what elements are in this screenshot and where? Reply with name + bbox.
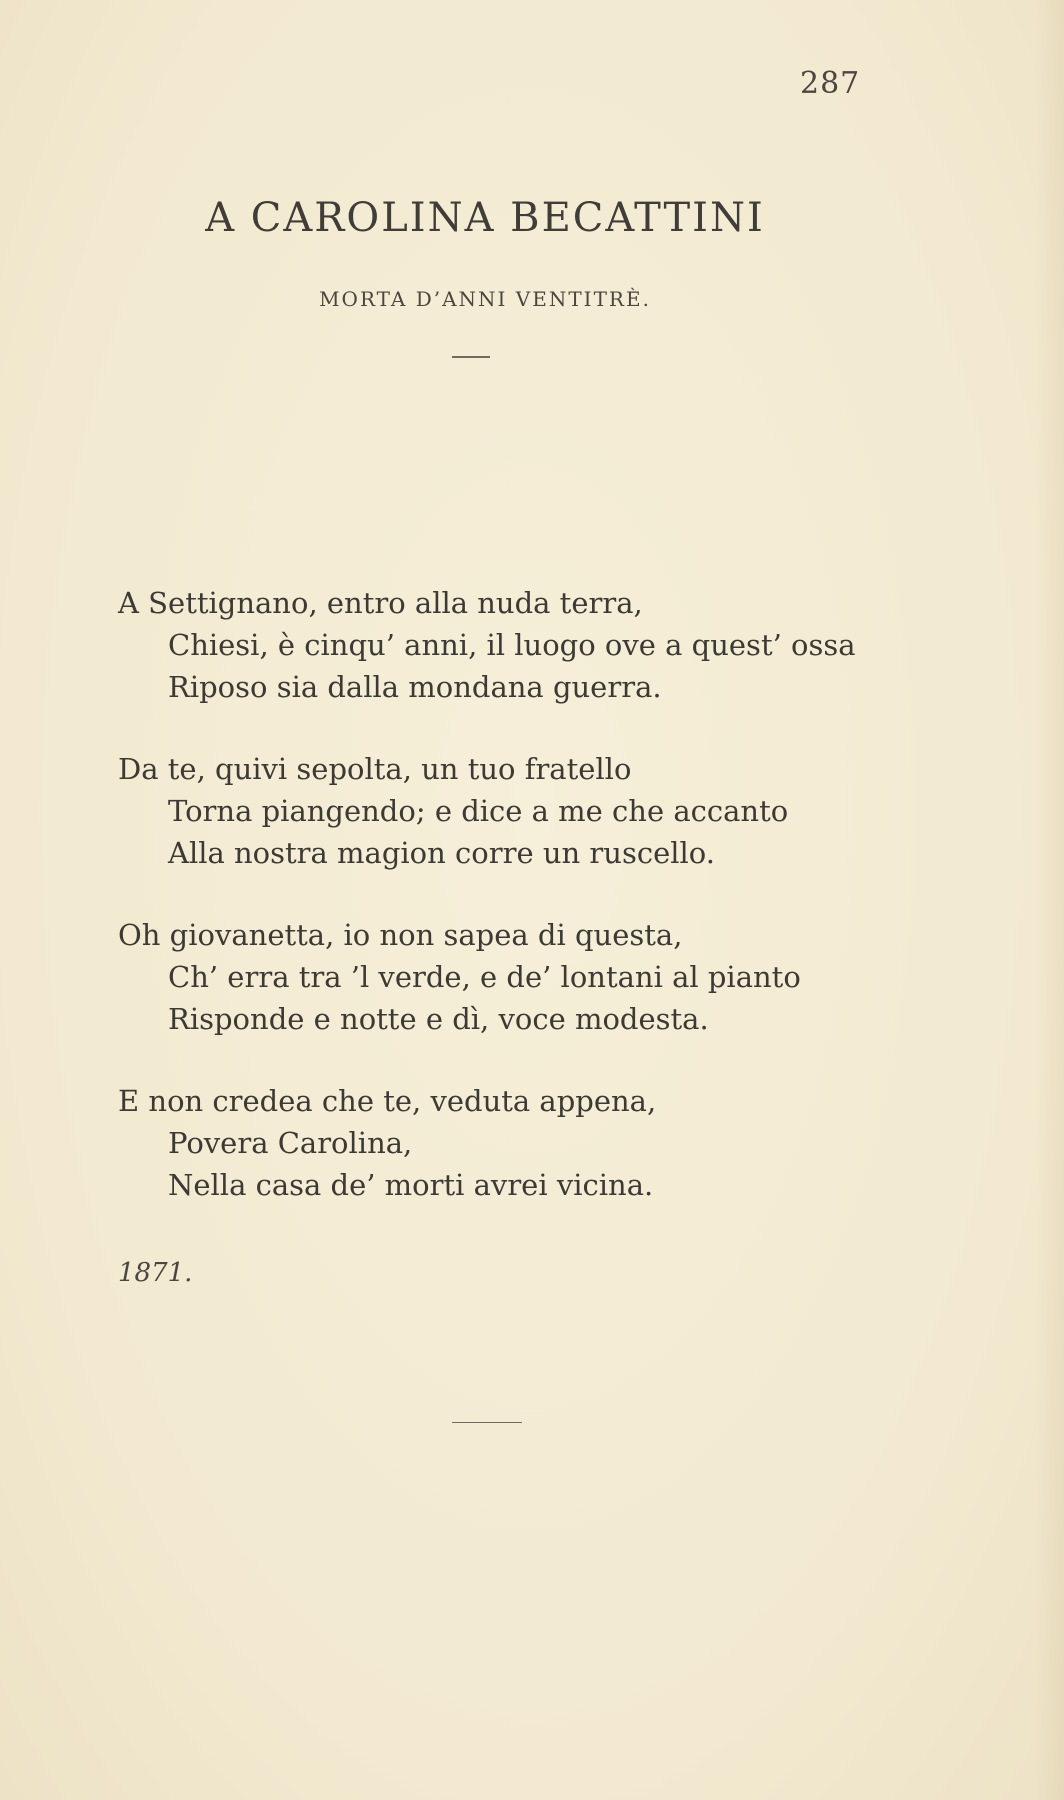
verse-line: Alla nostra magion corre un ruscello.: [168, 836, 715, 870]
poem-title: A CAROLINA BECATTINI: [205, 195, 765, 241]
verse-line: Torna piangendo; e dice a me che accanto: [168, 794, 789, 828]
stanza-4: [118, 1080, 968, 1206]
verse-line: Risponde e notte e dì, voce modesta.: [168, 1002, 709, 1036]
poem-body: [118, 582, 968, 1246]
verse-line: Chiesi, è cinqu’ anni, il luogo ove a quest’ ossa: [168, 628, 856, 662]
verse-line: Da te, quivi sepolta, un tuo fratello: [118, 752, 632, 786]
verse-line: Povera Carolina,: [168, 1126, 413, 1160]
verse-line: A Settignano, entro alla nuda terra,: [118, 586, 643, 620]
stanza-1: [118, 582, 968, 708]
stanza-2: [118, 748, 968, 874]
verse-line: Ch’ erra tra ’l verde, e de’ lontani al pianto: [168, 960, 801, 994]
verse-line: E non credea che te, veduta appena,: [118, 1084, 657, 1118]
poem-subtitle: MORTA D’ANNI VENTITRÈ.: [319, 287, 651, 311]
verse-line: Riposo sia dalla mondana guerra.: [168, 670, 662, 704]
verse-line: Oh giovanetta, io non sapea di questa,: [118, 918, 683, 952]
page-edge-shadow: [1034, 0, 1064, 1800]
page-number: 287: [800, 66, 861, 101]
verse-line: Nella casa de’ morti avrei vicina.: [168, 1168, 654, 1202]
poem-date: 1871.: [118, 1258, 193, 1288]
stanza-3: [118, 914, 968, 1040]
end-divider: [452, 1422, 522, 1423]
title-divider: [452, 356, 490, 358]
